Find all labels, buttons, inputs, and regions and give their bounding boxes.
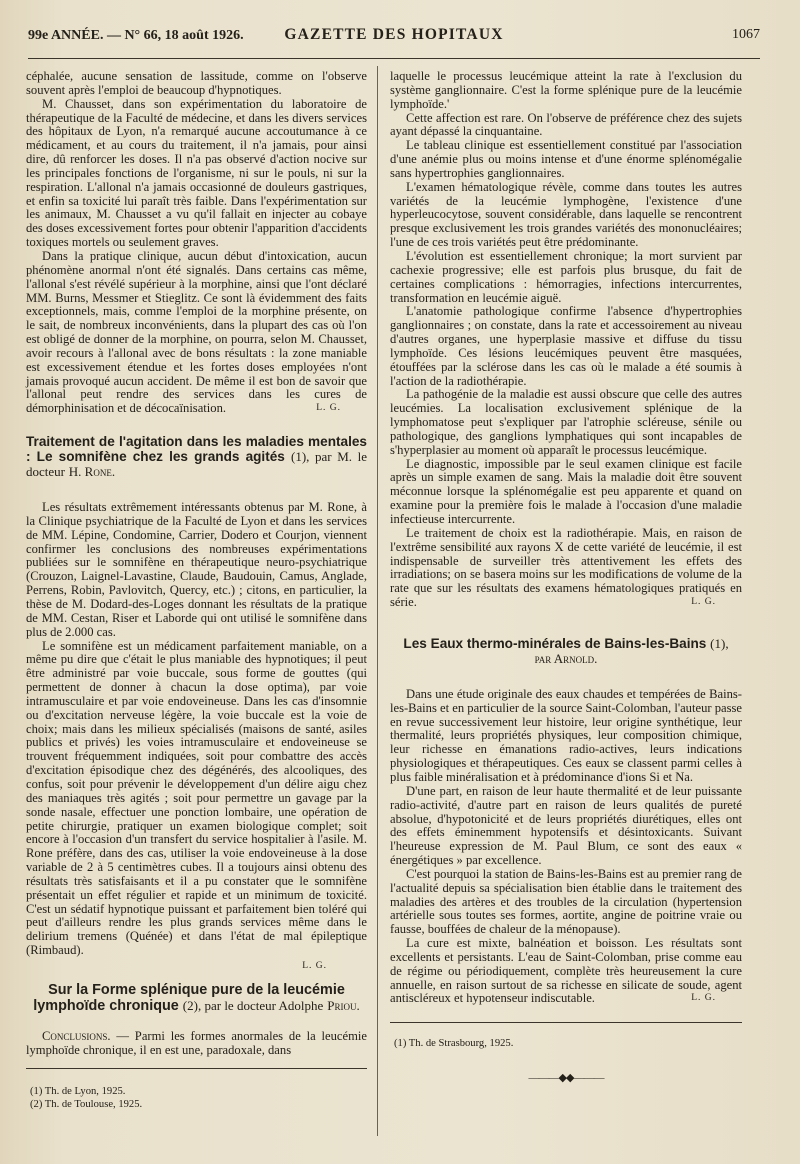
footnote: (1) Th. de Lyon, 1925. — [30, 1085, 126, 1097]
paragraph: céphalée, aucune sensation de lassitude, comme on l'observe souvent après l'emploi de beaucoup d'hypnotiques. — [26, 69, 367, 97]
paragraph: Le tableau clinique est essentiellement constitué par l'association d'une anémie plus ou moins intense et d'une énorme splénomégalie sans hypertrophies ganglionnaires. — [390, 138, 742, 180]
paragraph: laquelle le processus leucémique atteint la rate à l'exclusion du système ganglionnaire. C'est la forme splénique pure de la leucémie lymphoïde.' — [390, 69, 742, 111]
paragraph: Dans une étude originale des eaux chaudes et tempérées de Bains-les-Bains et en particulier de la source Saint-Colomban, l'auteur passe en revue successivement leur histoire, leur origine synthétique, leur thermalité, leurs propriétés physiques, leur composition chimique, leur richesse en émanations radio-actives, leurs indications physiologiques et thérapeutiques. Ces eaux se classent parmi celles à plus faible minéralisation et à prédominance d'ions Si et Na. — [390, 686, 742, 784]
paragraph: C'est pourquoi la station de Bains-les-Bains est au premier rang de l'actualité depuis sa spécialisation bien établie dans le traitement des maladies des artères et des troubles de la circulation (hypertension artérielle sous toutes ses formes, aortite, angine de poitrine vraie ou fausse, bouffées de chaleur de la ménopause). — [390, 866, 742, 937]
paragraph: Dans la pratique clinique, aucun début d'intoxication, aucun phénomène anormal n'ont été signalés. Dans certains cas même, l'allonal s'est révélé supérieur à la morphine, ainsi que l'ont déclaré MM. Burns, Messmer et Stieglitz. Ce sont là évidemment des faits exceptionnels, mais, comme l'emploi de la morphine présente, on le sait, de nombreux inconvénients, dans la plupart des cas où l'on est obligé de donner de la morphine, on pourra, selon M. Chausset, avoir recours à l'allonal avec de bons résultats : la zone maniable est excessivement étendue et les fortes doses employées n'ont jamais provoqué aucun accident. De même il est bon de savoir que l'allonal peut rendre des services dans les cures de démorphinisation et de décocaïnisation. L. G. — [26, 248, 367, 416]
paragraph: L'évolution est essentiellement chronique; la mort survient par cachexie progressive; elle est parfois plus brusque, du fait de certaines complications : hémorragies, infections intercurrentes, transformation en leucémie aiguë. — [390, 248, 742, 305]
signature: L. G. — [691, 597, 716, 608]
signature-line — [26, 958, 367, 972]
signature: L. G. — [302, 960, 327, 971]
author-name: Priou. — [327, 997, 360, 1013]
paragraph: L'examen hématologique révèle, comme dans toutes les autres variétés de la leucémie lymphogène, l'existence d'une hyperleucocytose, souvent considérable, dans laquelle se rencontrent presque exclusivement les trois grandes variétés des mononucléaires; l'une de ces trois variétés peut être prédominante. — [390, 179, 742, 250]
ornament: ———◆◆——— — [528, 1072, 604, 1085]
paragraph: Cette affection est rare. On l'observe de préférence chez des sujets ayant dépassé la cinquantaine. — [390, 110, 742, 139]
paragraph: Le diagnostic, impossible par le seul examen clinique est facile après un simple examen de sang. Mais la maladie doit être souvent méconnue lorsque la splénomégalie est peu apparente et quand on examine pour la première fois le malade à l'occasion d'une maladie infectieuse intercurrente. — [390, 456, 742, 526]
author-name: par Arnold. — [534, 650, 598, 666]
author-name: H. Rone. — [68, 464, 116, 480]
paragraph: La cure est mixte, balnéation et boisson. Les résultats sont excellents et persistants. L'eau de Saint-Colomban, prise comme eau de régime ou périodiquement, complète très heureusement la cure annuelle, en raison surtout de sa richesse en silicate de soude, agent antiscléreux et hypotenseur indiscutable. L. G. — [390, 936, 742, 1006]
paragraph: D'une part, en raison de leur haute thermalité et de leur puissante radio-activité, d'autre part en raison de leurs qualités de pureté absolue, d'hypotonicité et de leurs propriétés diurétiques, elles ont des effets éminemment hypotensifs et désintoxicants. Suivant l'heureuse expression de M. Paul Blum, ce sont des eaux « énergétiques » par excellence. — [390, 783, 742, 868]
page-number: 1067 — [732, 27, 760, 42]
article-title: Traitement de l'agitation dans les maladies mentales : Le somnifène chez les grands agités (1), par M. le docteur H. Rone. — [26, 434, 368, 480]
footnote-rule — [390, 1022, 742, 1023]
footnote-rule — [26, 1068, 367, 1069]
signature: L. G. — [316, 403, 341, 414]
left-column — [26, 70, 367, 1111]
paragraph: Le somnifène est un médicament parfaitement maniable, on a même pu dire que c'était le plus maniable des hypnotiques; il peut être administré par voie buccale, sous forme de gouttes (qui permettent de donner à chacun la dose optima), par voie intramusculaire et par voie endoveineuse. Dans les cas d'insomnie ou d'excitation nerveuse légère, la voie buccale est la voie de choix; mais dans les milieux spécialisés (maisons de santé, asiles publics et privés) les voies intramusculaire et endoveineuse se trouvent fréquemment indiquées, soit pour combattre des accès d'excitation épisodique chez des dégénérés, des alcooliques, des confus, soit pour prévenir le développement d'un délire aigu chez des maniaques très agités ; soit pour permettre un gavage par la sonde nasale, effectuer une ponction lombaire, une opération de petite chirurgie, pratiquer un examen biologique complet; soit encore à l'occasion d'un transfert du service hospitalier à l'asile. M. Rone préfère, dans des cas, utiliser la voie endoveineuse à la dose variable de 2 à 5 centimètres cubes. Il a toujours ainsi obtenu des résultats très satisfaisants et il a pu constater que le somnifène présentait un effet régulier et rapide et un minimum de toxicité. C'est un sédatif hypnotique puissant et parfaitement bien toléré qui peut d'ailleurs rendre les plus grands services même dans le delirium tremens (Quénée) et dans l'état de mal épileptique (Rimbaud). — [26, 638, 367, 958]
article-title: Sur la Forme splénique pure de la leucémie lymphoïde chronique (2), par le docteur Adolphe Priou. — [33, 981, 360, 1014]
footnote: (1) Th. de Strasbourg, 1925. — [394, 1038, 514, 1050]
issue-info: 99e ANNÉE. — N° 66, 18 août 1926. — [28, 28, 244, 43]
header-rule — [28, 58, 760, 59]
page-header — [28, 24, 760, 46]
paragraph: Le traitement de choix est la radiothérapie. Mais, en raison de l'extrême sensibilité aux rayons X de cette variété de leucémie, il est indispensable de surveiller très attentivement les effets des irradiations; on se basera moins sur les modifications de volume de la rate que sur les résultats des examens hématologiques pratiqués en série. L. G. — [390, 525, 742, 610]
paragraph: M. Chausset, dans son expérimentation du laboratoire de thérapeutique de la Faculté de médecine, et dans les divers services des hôpitaux de Lyon, n'a remarqué aucune accoutumance à ce médicament, et au cours du traitement, il n'a jamais, pour ainsi dire, dû renforcer les doses. Il n'a pas observé d'action nocive sur les principales fonctions de l'organisme, ni sur le pouls, ni sur la respiration. L'allonal n'a jamais occasionné de douleurs gastriques, et enfin sa toxicité lui paraît très faible. Dans l'expérimentation sur les animaux, M. Chausset a vu qu'il fallait en injecter au cobaye des doses excessivement fortes pour obtenir l'apparition d'accidents toxiques mortels ou seulement graves. — [26, 96, 367, 250]
paragraph: La pathogénie de la maladie est aussi obscure que celle des autres leucémies. La localisation exclusivement splénique de la lymphomatose peut s'expliquer par l'atrophie scléreuse, sénile ou pathologique, des ganglions lymphatiques qui sont incapables de s'hyperplasier au moment où apparaît le processus leucémique. — [390, 387, 742, 457]
paragraph: L'anatomie pathologique confirme l'absence d'hypertrophies ganglionnaires ; on constate, dans la rate et accessoirement au niveau d'autres organes, une hyperplasie massive et diffuse du tissu lymphoïde. Ces lésions leucémiques peuvent être masquées, étouffées par la sclérose dans les cas où le malade a été soumis à l'action de la radiothérapie. — [390, 304, 742, 388]
signature: L. G. — [691, 993, 716, 1004]
column-divider — [377, 66, 378, 1136]
journal-title: GAZETTE DES HOPITAUX — [284, 26, 504, 43]
paragraph: Conclusions. — Parmi les formes anormales de la leucémie lymphoïde chronique, il en est une, paradoxale, dans — [26, 1028, 367, 1057]
article-title: Les Eaux thermo-minérales de Bains-les-Bains (1), par Arnold. — [403, 635, 729, 666]
right-column — [390, 70, 742, 1086]
paragraph: Les résultats extrêmement intéressants obtenus par M. Rone, à la Clinique psychiatrique de la Faculté de Lyon et dans les services de MM. Lépine, Condomine, Carrier, Dodero et Courjon, viennent confirmer les conclusions des nombreuses expérimentations publiées sur le somnifène en thérapeutique neuro-psychiatrique (Crouzon, Laignel-Lavastine, Claude, Baudouin, Camus, Anglade, Perrens, Robin, Pavlovitch, Quercy, etc.) ; citons, en particulier, la thèse de M. Dodard-des-Loges donnant les résultats de la pratique de MM. Cestan, Riser et Laborde qui ont utilisé le somnifène dans plus de 2.000 cas. — [26, 500, 367, 639]
footnote: (2) Th. de Toulouse, 1925. — [30, 1098, 143, 1110]
